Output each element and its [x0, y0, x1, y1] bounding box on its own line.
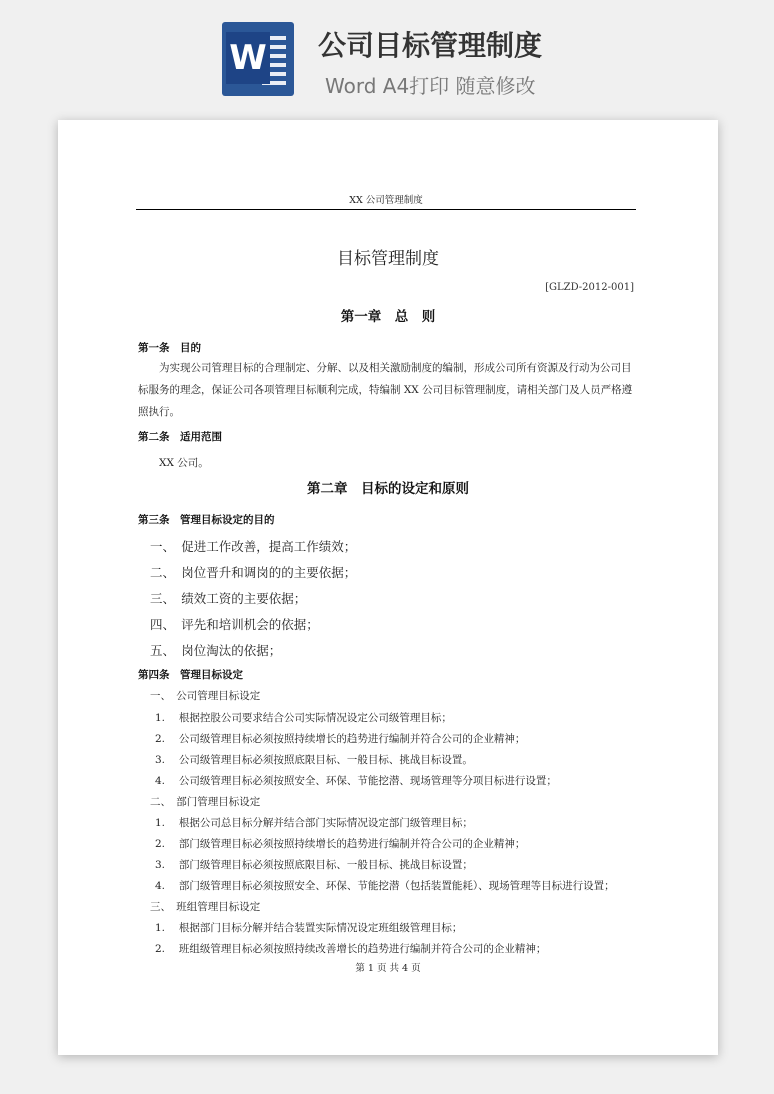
- list-item: 2. 部门级管理目标必须按照持续增长的趋势进行编制并符合公司的企业精神；: [155, 838, 526, 850]
- list-item: 三、 绩效工资的主要依据；: [150, 591, 307, 606]
- document-page: [58, 120, 718, 1055]
- page-footer: 第 1 页 共 4 页: [355, 963, 421, 974]
- banner-title: 公司目标管理制度: [318, 29, 543, 62]
- list-item: 3. 部门级管理目标必须按照底限目标、一般目标、挑战目标设置；: [155, 859, 473, 871]
- banner-subtitle: Word A4打印 随意修改: [325, 74, 536, 98]
- chapter-2-heading: 第二章 目标的设定和原则: [307, 481, 469, 497]
- word-letter: W: [226, 32, 270, 84]
- list-item: 4. 公司级管理目标必须按照安全、环保、节能挖潜、现场管理等分项目标进行设置；: [155, 775, 557, 787]
- document-title: 目标管理制度: [337, 249, 439, 269]
- section-title: 三、 班组管理目标设定: [150, 901, 261, 913]
- list-item: 2. 公司级管理目标必须按照持续增长的趋势进行编制并符合公司的企业精神；: [155, 733, 526, 745]
- list-item: 4. 部门级管理目标必须按照安全、环保、节能挖潜（包括装置能耗）、现场管理等目标进行设置；: [155, 880, 615, 892]
- list-item: 1. 根据控股公司要求结合公司实际情况设定公司级管理目标；: [155, 712, 452, 724]
- list-item: 五、 岗位淘汰的依据；: [150, 643, 282, 658]
- article-1-title: 第一条 目的: [138, 342, 201, 354]
- banner: [0, 0, 774, 110]
- chapter-1-heading: 第一章 总 则: [340, 309, 436, 325]
- list-item: 3. 公司级管理目标必须按照底限目标、一般目标、挑战目标设置。: [155, 754, 473, 766]
- article-2-title: 第二条 适用范围: [138, 431, 222, 443]
- list-item: 2. 班组级管理目标必须按照持续改善增长的趋势进行编制并符合公司的企业精神；: [155, 943, 547, 955]
- list-item: 四、 评先和培训机会的依据；: [150, 617, 319, 632]
- page-header: XX 公司管理制度: [136, 192, 636, 210]
- article-4-title: 第四条 管理目标设定: [138, 669, 243, 681]
- section-title: 二、 部门管理目标设定: [150, 796, 261, 808]
- document-code: [GLZD-2012-001]: [545, 282, 634, 293]
- word-document-icon: [222, 22, 294, 96]
- list-item: 一、 促进工作改善，提高工作绩效；: [150, 539, 357, 554]
- list-item: 1. 根据公司总目标分解并结合部门实际情况设定部门级管理目标；: [155, 817, 473, 829]
- section-title: 一、 公司管理目标设定: [150, 690, 261, 702]
- article-1-body: 为实现公司管理目标的合理制定、分解、以及相关激励制度的编制，形成公司所有资源及行动为公司目标服务的理念，保证公司各项管理目标顺利完成，特编制 XX 公司目标管理制度，请相关部门及人员严格遵照执行。: [138, 362, 633, 418]
- article-2-body: XX 公司。: [159, 457, 209, 469]
- list-item: 1. 根据部门目标分解并结合装置实际情况设定班组级管理目标；: [155, 922, 463, 934]
- article-3-title: 第三条 管理目标设定的目的: [138, 514, 275, 526]
- list-item: 二、 岗位晋升和调岗的的主要依据；: [150, 565, 357, 580]
